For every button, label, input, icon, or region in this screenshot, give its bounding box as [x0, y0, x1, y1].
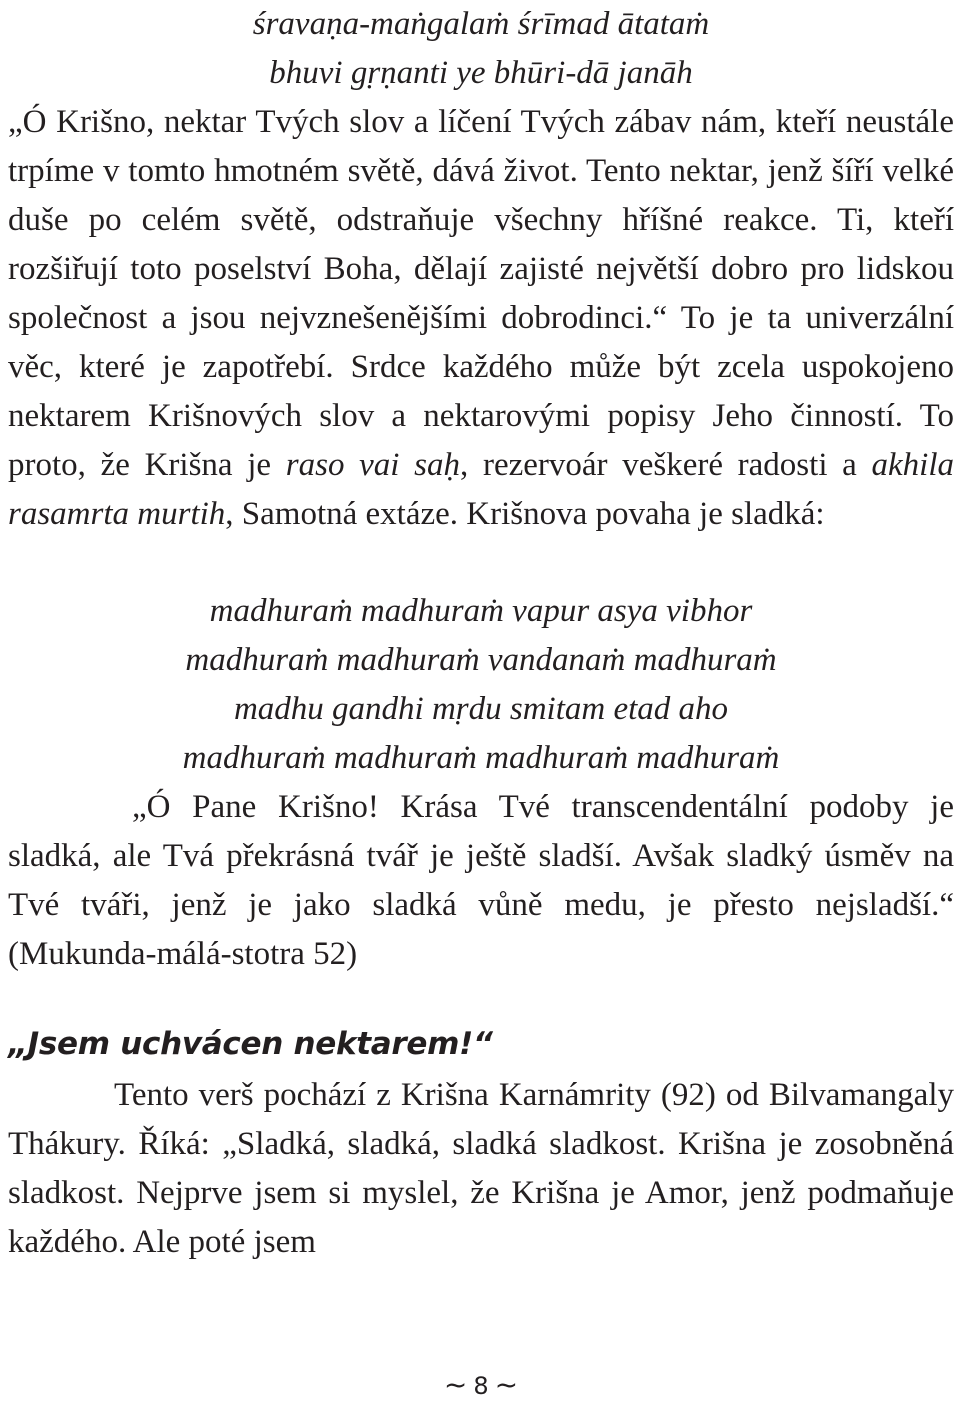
- verse-line: madhu gandhi mṛdu smitam etad aho: [233, 691, 729, 727]
- verse-line: śravaṇa-maṅgalaṁ śrīmad ātataṁ: [252, 6, 710, 42]
- paragraph-verse-translation: „Ó Pane Krišno! Krása Tvé transcendentální podoby je sladká, ale Tvá překrásná tvář je ještě sladší. Avšak sladký úsměv na Tvé tváři, jenž je jako sladká vůně medu, je přesto nejsladší.“ (Mukunda-málá-stotra 52): [8, 789, 954, 972]
- page-footer: [8, 1370, 954, 1401]
- italic-term: raso vai saḥ: [285, 447, 461, 483]
- italic-term: akhila rasamrta murtih: [8, 447, 955, 532]
- paragraph-body: Tento verš pochází z Krišna Karnámrity (92) od Bilvamangaly Thákury. Říká: „Sladká, sladká, sladká sladkost. Krišna je zosobněná sladkost. Nejprve jsem si myslel, že Krišna je Amor, jenž podmaňuje každého. Ale poté jsem: [8, 1077, 954, 1260]
- verse-line: bhuvi gṛṇanti ye bhūri-dā janāh: [269, 55, 693, 91]
- ornament-right: ~: [494, 1368, 519, 1401]
- paragraph-text: , Samotná extáze. Krišnova povaha je sladká:: [225, 496, 825, 532]
- verse-line: madhuraṁ madhuraṁ madhuraṁ madhuraṁ: [182, 740, 780, 776]
- sanskrit-verse-top: [8, 0, 954, 98]
- ornament-left: ~: [443, 1368, 468, 1401]
- paragraph-text: „Ó Krišno, nektar Tvých slov a líčení Tvých zábav nám, kteří neustále trpíme v tomto hmotném světě, dává život. Tento nektar, jenž šíří velké duše po celém světě, odstraňuje všechny hříšné reakce. Ti, kteří rozšiřují toto poselství Boha, dělají zajisté největší dobro pro lidskou společnost a jsou nejvznešenějšími dobrodinci.“ To je ta univerzální věc, které je zapotřebí. Srdce každého může být zcela uspokojeno nektarem Krišnových slov a nektarovými popisy Jeho činností. To proto, že Krišna je: [8, 104, 954, 483]
- page-number: 8: [473, 1372, 489, 1400]
- paragraph-translation: [8, 98, 954, 539]
- verse-line: madhuraṁ madhuraṁ vapur asya vibhor: [209, 593, 753, 629]
- verse-line: madhuraṁ madhuraṁ vandanaṁ madhuraṁ: [185, 642, 777, 678]
- section-heading: „Jsem uchvácen nektarem!“: [8, 1026, 493, 1062]
- sanskrit-verse-madhuram: [8, 587, 954, 783]
- paragraph-text: , rezervoár veškeré radosti a: [460, 447, 872, 483]
- book-page: [8, 0, 954, 1408]
